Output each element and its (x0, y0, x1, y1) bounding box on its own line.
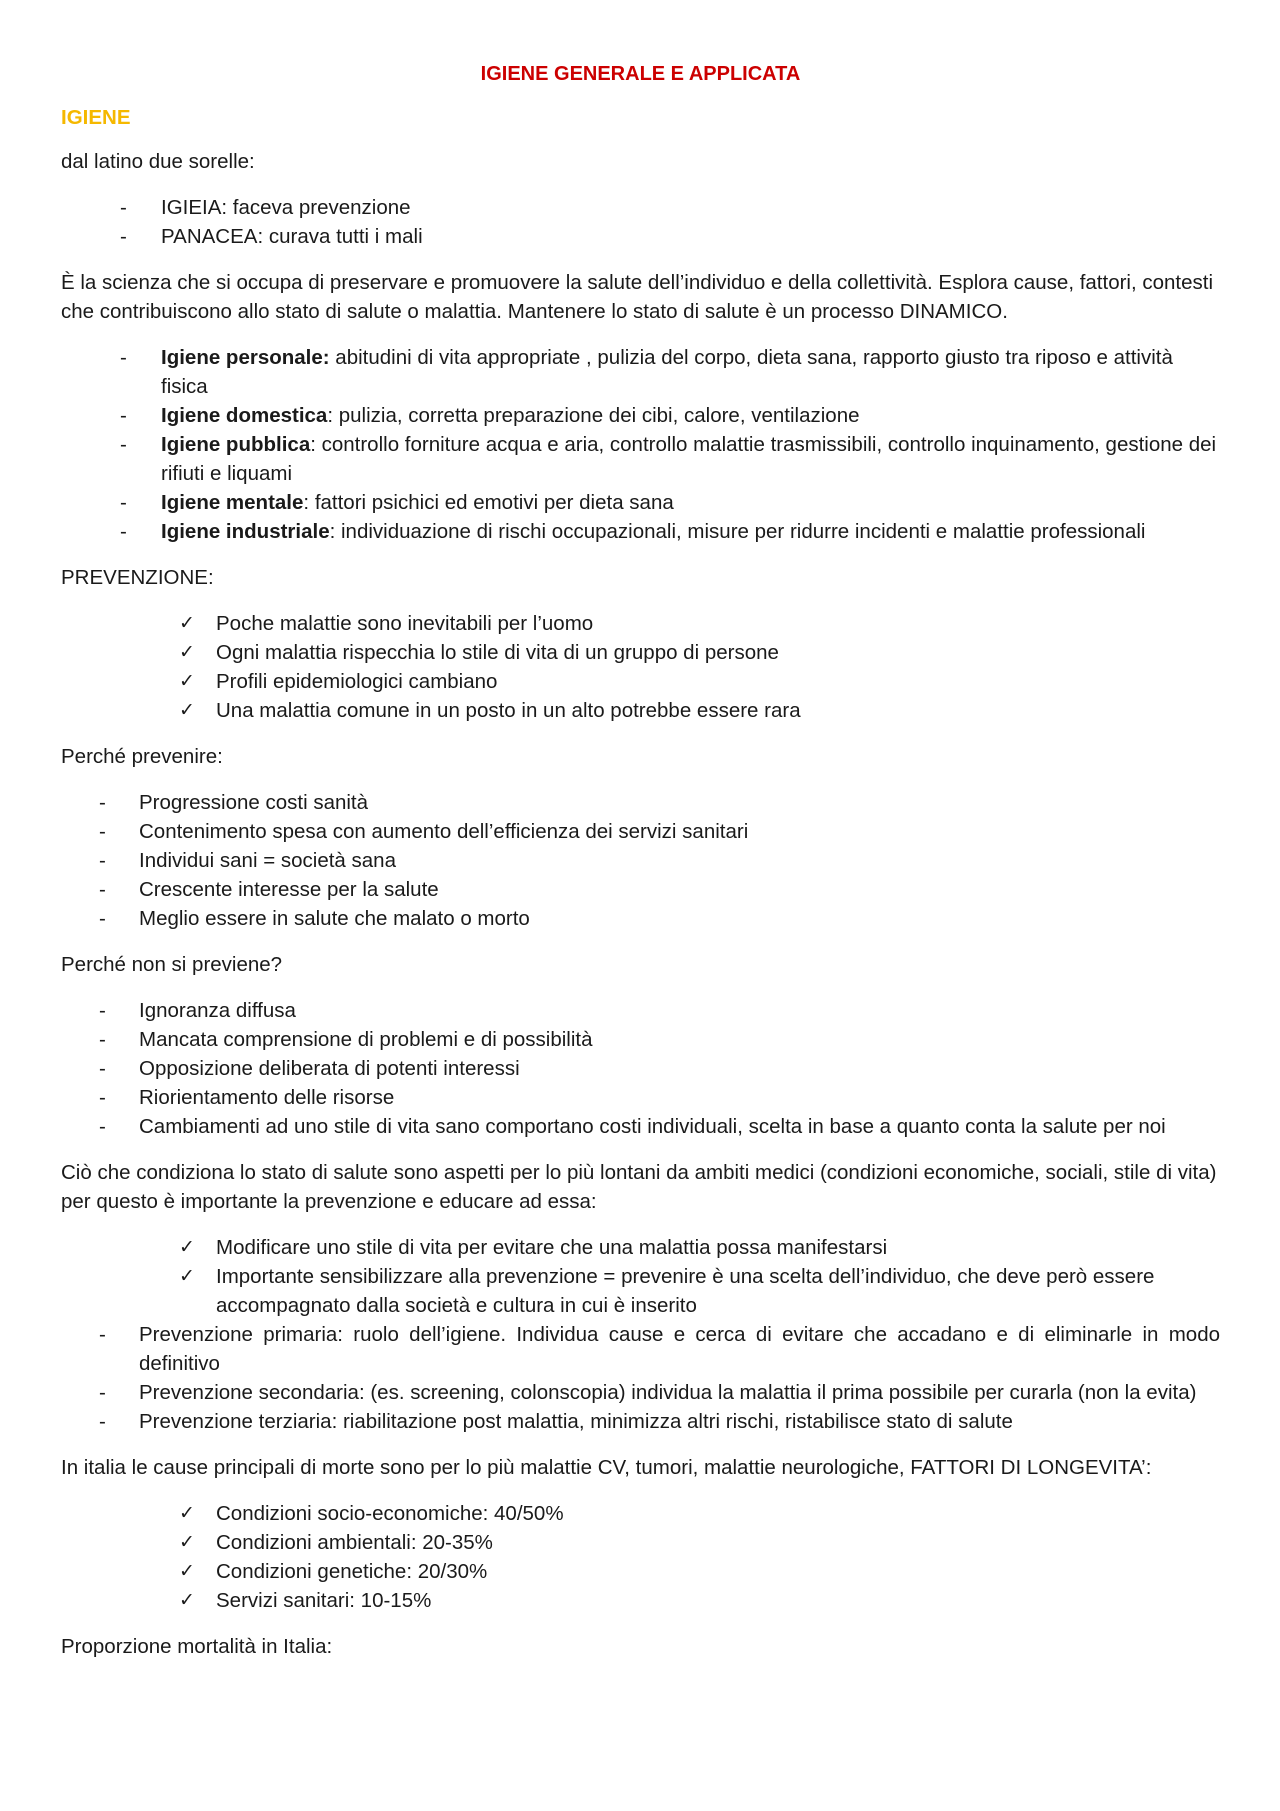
checkmark-icon: ✓ (179, 612, 195, 634)
list-item: - Igiene mentale: fattori psichici ed emotivi per dieta sana (61, 488, 1220, 517)
dash-marker: - (99, 1323, 106, 1346)
section-heading-igiene: IGIENE (61, 106, 131, 129)
list-item: ✓ Poche malattie sono inevitabili per l’uomo (61, 609, 1220, 638)
list-item: ✓ Condizioni ambientali: 20-35% (61, 1528, 1220, 1557)
dash-marker: - (99, 820, 106, 843)
list-item: - Contenimento spesa con aumento dell’efficienza dei servizi sanitari (61, 817, 1220, 846)
prevention-heading: PREVENZIONE: (61, 566, 214, 589)
list-item: ✓ Profili epidemiologici cambiano (61, 667, 1220, 696)
checkmark-icon: ✓ (179, 641, 195, 663)
definition-paragraph: È la scienza che si occupa di preservare e promuovere la salute dell’individuo e della collettività. Esplora cause, fattori, contesti che contribuiscono allo stato di salute o malattia. Mantenere lo stato di salute è un processo DINAMICO. (61, 271, 1214, 323)
branches-list (61, 343, 1220, 546)
conditions-checks-list (61, 1233, 1220, 1320)
intro-text: dal latino due sorelle: (61, 150, 255, 173)
list-item: ✓ Servizi sanitari: 10-15% (61, 1586, 1220, 1615)
list-item: - Igiene pubblica: controllo forniture acqua e aria, controllo malattie trasmissibili, controllo inquinamento, gestione dei rifiuti e liquami (61, 430, 1220, 488)
checkmark-icon: ✓ (179, 1589, 195, 1611)
list-item: - Riorientamento delle risorse (61, 1083, 1220, 1112)
list-item: - Progressione costi sanità (61, 788, 1220, 817)
dash-marker: - (99, 1410, 106, 1433)
list-item: ✓ Importante sensibilizzare alla prevenzione = prevenire è una scelta dell’individuo, che deve però essere accompagnato dalla società e cultura in cui è inserito (61, 1262, 1220, 1320)
list-item: - Prevenzione primaria: ruolo dell’igiene. Individua cause e cerca di evitare che accadano e di eliminarle in modo definitivo (61, 1320, 1220, 1378)
why-heading: Perché prevenire: (61, 745, 223, 768)
checkmark-icon: ✓ (179, 1502, 195, 1524)
sisters-list (61, 193, 1220, 251)
list-item: - IGIEIA: faceva prevenzione (61, 193, 1220, 222)
dash-marker: - (99, 791, 106, 814)
conditions-paragraph: Ciò che condiziona lo stato di salute sono aspetti per lo più lontani da ambiti medici (condizioni economiche, sociali, stile di vita) per questo è importante la prevenzione e educare ad essa: (61, 1161, 1217, 1213)
dash-marker: - (99, 1381, 106, 1404)
list-item: ✓ Una malattia comune in un posto in un alto potrebbe essere rara (61, 696, 1220, 725)
list-item: - Meglio essere in salute che malato o morto (61, 904, 1220, 933)
dash-marker: - (120, 491, 127, 514)
branch-term: Igiene industriale (161, 520, 330, 543)
dash-marker: - (99, 907, 106, 930)
dash-marker: - (99, 1086, 106, 1109)
list-item: - Opposizione deliberata di potenti interessi (61, 1054, 1220, 1083)
list-item: - Crescente interesse per la salute (61, 875, 1220, 904)
list-item: - Prevenzione terziaria: riabilitazione post malattia, minimizza altri rischi, ristabilisce stato di salute (61, 1407, 1220, 1436)
why-not-heading: Perché non si previene? (61, 953, 283, 976)
branch-term: Igiene pubblica (161, 433, 311, 456)
list-item: - PANACEA: curava tutti i mali (61, 222, 1220, 251)
list-item: - Ignoranza diffusa (61, 996, 1220, 1025)
why-list (61, 788, 1220, 933)
list-item: - Cambiamenti ad uno stile di vita sano comportano costi individuali, scelta in base a quanto conta la salute per noi (61, 1112, 1220, 1141)
dash-marker: - (120, 346, 127, 369)
list-item: - Igiene industriale: individuazione di rischi occupazionali, misure per ridurre incidenti e malattie professionali (61, 517, 1220, 546)
dash-marker: - (99, 1028, 106, 1051)
mortality-heading: Proporzione mortalità in Italia: (61, 1635, 333, 1658)
dash-marker: - (120, 404, 127, 427)
prevention-points-list (61, 609, 1220, 725)
dash-marker: - (120, 520, 127, 543)
branch-term: Igiene personale: (161, 346, 330, 369)
checkmark-icon: ✓ (179, 1560, 195, 1582)
list-item: - Mancata comprensione di problemi e di possibilità (61, 1025, 1220, 1054)
list-item: - Prevenzione secondaria: (es. screening, colonscopia) individua la malattia il prima possibile per curarla (non la evita) (61, 1378, 1220, 1407)
branch-term: Igiene domestica (161, 404, 328, 427)
dash-marker: - (120, 225, 127, 248)
list-item: ✓ Condizioni socio-economiche: 40/50% (61, 1499, 1220, 1528)
list-item: - Individui sani = società sana (61, 846, 1220, 875)
longevity-factors-list (61, 1499, 1220, 1615)
list-item: ✓ Condizioni genetiche: 20/30% (61, 1557, 1220, 1586)
dash-marker: - (99, 878, 106, 901)
prevention-levels-list (61, 1320, 1220, 1436)
dash-marker: - (99, 1057, 106, 1080)
checkmark-icon: ✓ (179, 1265, 195, 1287)
checkmark-icon: ✓ (179, 670, 195, 692)
dash-marker: - (99, 849, 106, 872)
document-title: IGIENE GENERALE E APPLICATA (480, 63, 801, 85)
dash-marker: - (99, 1115, 106, 1138)
dash-marker: - (120, 196, 127, 219)
list-item: ✓ Modificare uno stile di vita per evitare che una malattia possa manifestarsi (61, 1233, 1220, 1262)
list-item: ✓ Ogni malattia rispecchia lo stile di vita di un gruppo di persone (61, 638, 1220, 667)
list-item: - Igiene domestica: pulizia, corretta preparazione dei cibi, calore, ventilazione (61, 401, 1220, 430)
dash-marker: - (99, 999, 106, 1022)
list-item: - Igiene personale: abitudini di vita appropriate , pulizia del corpo, dieta sana, rapporto giusto tra riposo e attività fisica (61, 343, 1220, 401)
why-not-list (61, 996, 1220, 1141)
dash-marker: - (120, 433, 127, 456)
checkmark-icon: ✓ (179, 699, 195, 721)
checkmark-icon: ✓ (179, 1236, 195, 1258)
branch-term: Igiene mentale (161, 491, 304, 514)
checkmark-icon: ✓ (179, 1531, 195, 1553)
longevity-paragraph: In italia le cause principali di morte sono per lo più malattie CV, tumori, malattie neurologiche, FATTORI DI LONGEVITA’: (61, 1456, 1152, 1479)
